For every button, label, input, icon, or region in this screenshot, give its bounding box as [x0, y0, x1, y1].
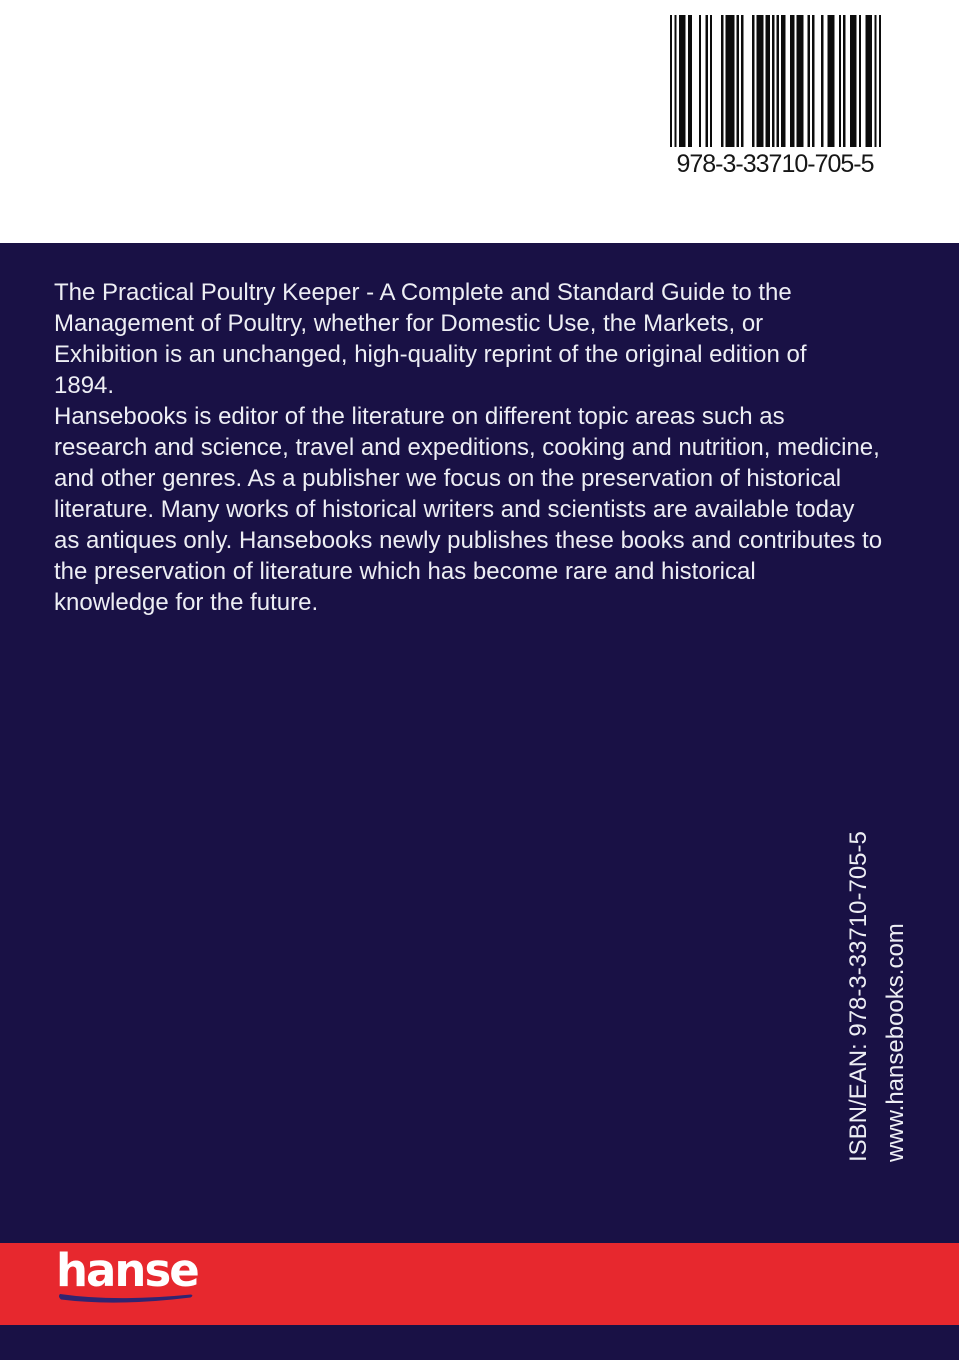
publisher-band — [0, 1243, 959, 1325]
description-section — [0, 243, 959, 1243]
bottom-strip — [0, 1325, 959, 1360]
barcode-block — [668, 15, 882, 179]
barcode-isbn-text: 978-3-33710-705-5 — [676, 150, 874, 178]
hanse-logo — [56, 1245, 196, 1306]
spine-isbn-ean: ISBN/EAN: 978-3-33710-705-5 — [845, 831, 872, 1162]
hanse-logo-text: hanse — [56, 1244, 198, 1297]
barcode-icon — [670, 15, 881, 147]
book-description: The Practical Poultry Keeper - A Complete and Standard Guide to the Management of Poultry, whether for Domestic Use, the Markets, or Exhibition is an unchanged, high-quality reprint of the original edition of 1894. Hansebooks is editor of the literature on different topic areas such as research and science, travel and expeditions, cooking and nutrition, medicine, and other genres. As a publisher we focus on the preservation of historical literature. Many works of historical writers and scientists are available today as antiques only. Hansebooks newly publishes these books and contributes to the preservation of literature which has become rare and historical knowledge for the future. — [54, 279, 883, 616]
spine-website: www.hansebooks.com — [882, 923, 909, 1162]
top-section — [0, 0, 959, 243]
spine-text-block — [840, 831, 914, 1162]
